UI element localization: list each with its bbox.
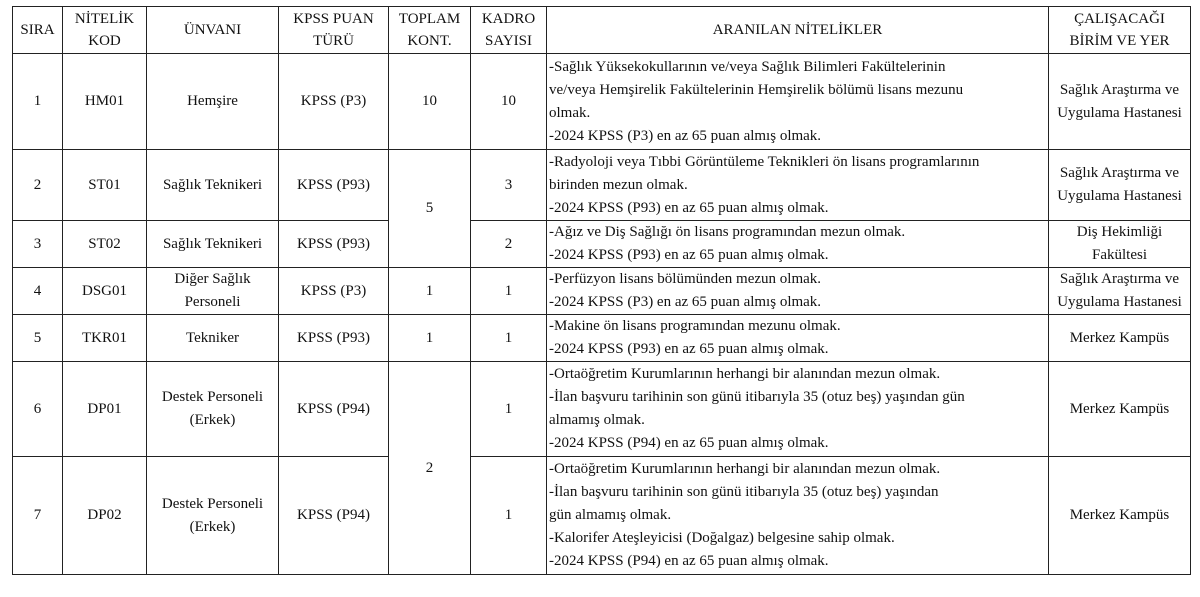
cell-kod: DP01: [63, 362, 147, 457]
cell-kadro: 2: [471, 221, 547, 268]
cell-unvan: Destek Personeli (Erkek): [147, 362, 279, 457]
cell-kadro: 10: [471, 54, 547, 150]
cell-kod: DSG01: [63, 268, 147, 315]
header-aranilan-nitelikler: ARANILAN NİTELİKLER: [547, 7, 1049, 54]
cell-birim: Sağlık Araştırma ve Uygulama Hastanesi: [1049, 54, 1191, 150]
header-kadro-sayisi: KADRO SAYISI: [471, 7, 547, 54]
cell-kpss: KPSS (P94): [279, 457, 389, 575]
cell-kod: TKR01: [63, 315, 147, 362]
cell-birim: Sağlık Araştırma ve Uygulama Hastanesi: [1049, 150, 1191, 221]
header-calisacagi-birim: ÇALIŞACAĞI BİRİM VE YER: [1049, 7, 1191, 54]
table-row: [13, 150, 1191, 221]
header-unvani: ÜNVANI: [147, 7, 279, 54]
header-nitelik-kod: NİTELİK KOD: [63, 7, 147, 54]
cell-toplam: 2: [389, 362, 471, 575]
cell-kpss: KPSS (P3): [279, 268, 389, 315]
cell-kadro: 1: [471, 268, 547, 315]
recruitment-table-container: [12, 6, 1191, 575]
table-row: [13, 315, 1191, 362]
recruitment-table: [12, 6, 1191, 575]
cell-kod: ST02: [63, 221, 147, 268]
table-row: [13, 268, 1191, 315]
header-toplam-kont: TOPLAM KONT.: [389, 7, 471, 54]
header-kpss-puan-turu: KPSS PUAN TÜRÜ: [279, 7, 389, 54]
table-row: [13, 457, 1191, 575]
cell-birim: Merkez Kampüs: [1049, 315, 1191, 362]
cell-birim: Merkez Kampüs: [1049, 362, 1191, 457]
cell-unvan: Diğer Sağlık Personeli: [147, 268, 279, 315]
cell-sira: 7: [13, 457, 63, 575]
cell-sira: 5: [13, 315, 63, 362]
cell-nitelikler: -Makine ön lisans programından mezunu olmak. -2024 KPSS (P93) en az 65 puan almış olmak.: [547, 315, 1049, 362]
cell-unvan: Sağlık Teknikeri: [147, 150, 279, 221]
cell-unvan: Tekniker: [147, 315, 279, 362]
cell-nitelikler: -Perfüzyon lisans bölümünden mezun olmak. -2024 KPSS (P3) en az 65 puan almış olmak.: [547, 268, 1049, 315]
cell-toplam: 1: [389, 268, 471, 315]
cell-kpss: KPSS (P93): [279, 221, 389, 268]
table-row: [13, 54, 1191, 150]
cell-nitelikler: -Ortaöğretim Kurumlarının herhangi bir alanından mezun olmak. -İlan başvuru tarihinin son günü itibarıyla 35 (otuz beş) yaşından gün almamış olmak. -2024 KPSS (P94) en az 65 puan almış olmak.: [547, 362, 1049, 457]
cell-kpss: KPSS (P93): [279, 315, 389, 362]
cell-birim: Merkez Kampüs: [1049, 457, 1191, 575]
cell-toplam: 5: [389, 150, 471, 268]
cell-kadro: 1: [471, 362, 547, 457]
header-sira: SIRA: [13, 7, 63, 54]
cell-nitelikler: -Sağlık Yüksekokullarının ve/veya Sağlık Bilimleri Fakültelerinin ve/veya Hemşirelik Fakültelerinin Hemşirelik bölümü lisans mezunu olmak. -2024 KPSS (P3) en az 65 puan almış olmak.: [547, 54, 1049, 150]
cell-unvan: Hemşire: [147, 54, 279, 150]
table-row: [13, 362, 1191, 457]
cell-kod: ST01: [63, 150, 147, 221]
cell-sira: 2: [13, 150, 63, 221]
cell-kpss: KPSS (P3): [279, 54, 389, 150]
cell-sira: 6: [13, 362, 63, 457]
cell-kadro: 3: [471, 150, 547, 221]
cell-birim: Sağlık Araştırma ve Uygulama Hastanesi: [1049, 268, 1191, 315]
cell-unvan: Sağlık Teknikeri: [147, 221, 279, 268]
cell-birim: Diş Hekimliği Fakültesi: [1049, 221, 1191, 268]
cell-toplam: 10: [389, 54, 471, 150]
cell-toplam: 1: [389, 315, 471, 362]
cell-kod: DP02: [63, 457, 147, 575]
cell-sira: 4: [13, 268, 63, 315]
cell-sira: 1: [13, 54, 63, 150]
cell-nitelikler: -Radyoloji veya Tıbbi Görüntüleme Teknikleri ön lisans programlarının birinden mezun olmak. -2024 KPSS (P93) en az 65 puan almış olmak.: [547, 150, 1049, 221]
table-row: [13, 221, 1191, 268]
cell-nitelikler: -Ağız ve Diş Sağlığı ön lisans programından mezun olmak. -2024 KPSS (P93) en az 65 puan almış olmak.: [547, 221, 1049, 268]
cell-kod: HM01: [63, 54, 147, 150]
cell-nitelikler: -Ortaöğretim Kurumlarının herhangi bir alanından mezun olmak. -İlan başvuru tarihinin son günü itibarıyla 35 (otuz beş) yaşından gün almamış olmak. -Kalorifer Ateşleyicisi (Doğalgaz) belgesine sahip olmak. -2024 KPSS (P94) en az 65 puan almış olmak.: [547, 457, 1049, 575]
cell-sira: 3: [13, 221, 63, 268]
cell-kadro: 1: [471, 457, 547, 575]
cell-kpss: KPSS (P94): [279, 362, 389, 457]
header-row: [13, 7, 1191, 54]
cell-kadro: 1: [471, 315, 547, 362]
cell-unvan: Destek Personeli (Erkek): [147, 457, 279, 575]
cell-kpss: KPSS (P93): [279, 150, 389, 221]
